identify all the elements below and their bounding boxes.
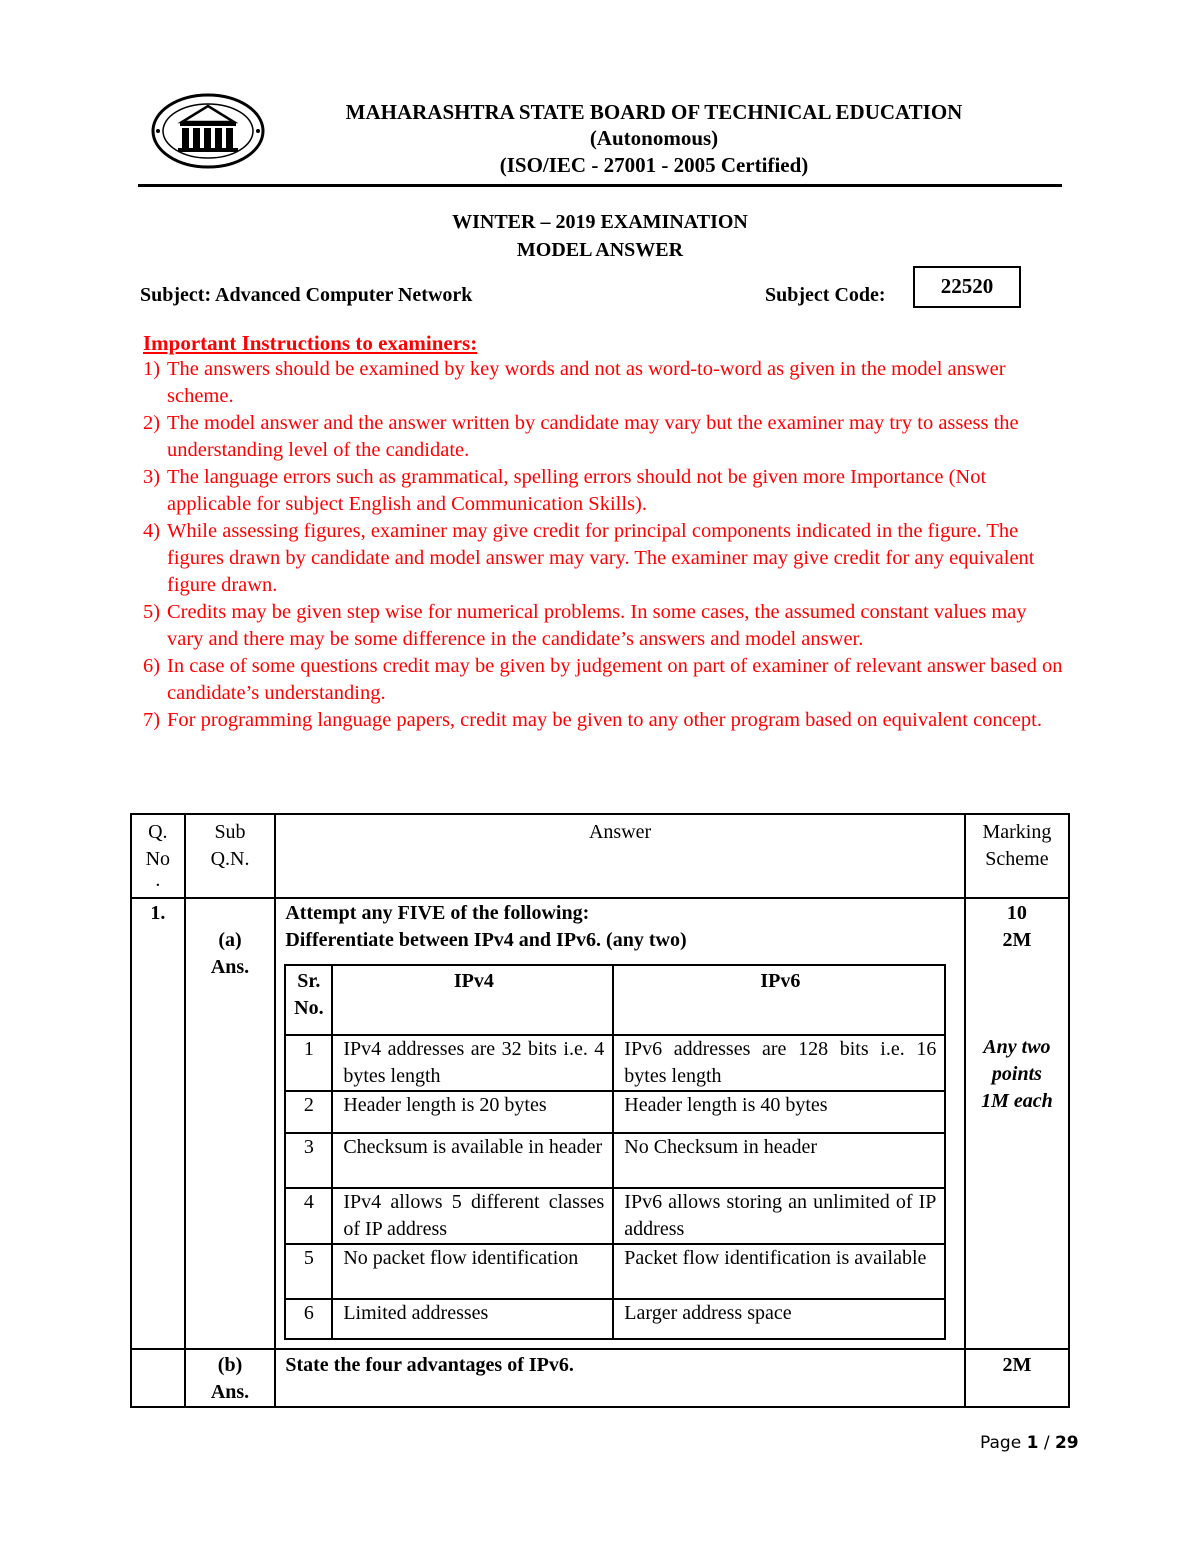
subject-name: Subject: Advanced Computer Network — [140, 284, 473, 306]
table-row — [285, 1035, 945, 1091]
sr-label-1: Sr. — [297, 970, 321, 992]
instruction-number: 7) — [143, 709, 161, 731]
page-separator: / — [1043, 1433, 1050, 1453]
row-ipv6: Larger address space — [613, 1299, 945, 1339]
org-name: MAHARASHTRA STATE BOARD OF TECHNICAL EDUCATION — [345, 100, 963, 124]
attempt-instruction: Attempt any FIVE of the following: — [285, 902, 590, 924]
sub-q-a-label: (a) — [218, 929, 242, 951]
row-ipv6: IPv6 addresses are 128 bits i.e. 16 bytes length — [613, 1035, 945, 1091]
col-ipv6: IPv6 — [613, 965, 945, 1035]
row-sr: 5 — [285, 1244, 332, 1299]
row-ipv4: IPv4 allows 5 different classes of IP address — [332, 1188, 613, 1244]
sub-q-b — [185, 1349, 276, 1407]
row-ipv4: Header length is 20 bytes — [332, 1091, 613, 1133]
marks-b: 2M — [965, 1349, 1069, 1407]
instructions-title: Important Instructions to examiners: — [143, 331, 478, 355]
instruction-item — [143, 653, 1068, 707]
col-sr-no — [285, 965, 332, 1035]
instruction-text: The answers should be examined by key words and not as word-to-word as given in the model answer scheme. — [167, 358, 1006, 407]
instruction-item — [143, 599, 1068, 653]
answer-cell — [275, 898, 964, 1349]
q-number: 1. — [131, 898, 185, 1349]
subject-code-box: 22520 — [913, 266, 1021, 308]
instruction-item — [143, 410, 1068, 464]
instruction-number: 4) — [143, 520, 161, 542]
sub-label-2: Q.N. — [210, 848, 250, 870]
row-ipv6: Packet flow identification is available — [613, 1244, 945, 1299]
exam-title: WINTER – 2019 EXAMINATION — [452, 211, 748, 233]
marks-a: 2M — [1002, 929, 1032, 951]
row-ipv6: Header length is 40 bytes — [613, 1091, 945, 1133]
instruction-number: 3) — [143, 466, 161, 488]
instruction-text: For programming language papers, credit may be given to any other program based on equivalent concept. — [167, 709, 1042, 731]
ipv4-ipv6-comparison-table — [284, 964, 946, 1340]
table-row — [285, 1188, 945, 1244]
table-row — [285, 1299, 945, 1339]
doc-type: MODEL ANSWER — [516, 239, 684, 261]
instruction-item — [143, 464, 1068, 518]
row-ipv4: IPv4 addresses are 32 bits i.e. 4 bytes length — [332, 1035, 613, 1091]
question-b: State the four advantages of IPv6. — [275, 1349, 964, 1407]
instruction-text: The model answer and the answer written by candidate may vary but the examiner may try to assess the understanding level of the candidate. — [167, 412, 1019, 461]
instruction-text: While assessing figures, examiner may give credit for principal components indicated in the figure. The figures drawn by candidate and model answer may vary. The examiner may give credit for any equivalent figure drawn. — [167, 520, 1035, 596]
page-current: 1 — [1026, 1433, 1039, 1453]
row-sr: 2 — [285, 1091, 332, 1133]
q-no-label-1: Q. — [148, 821, 168, 843]
table-row — [285, 1091, 945, 1133]
col-marking — [965, 814, 1069, 898]
row-sr: 1 — [285, 1035, 332, 1091]
org-certification: (ISO/IEC - 27001 - 2005 Certified) — [499, 153, 809, 177]
row-ipv4: Checksum is available in header — [332, 1133, 613, 1188]
col-ipv4: IPv4 — [332, 965, 613, 1035]
sr-label-2: No. — [294, 997, 324, 1019]
answer-label: Answer — [588, 821, 652, 843]
page-number — [980, 1433, 1079, 1453]
q-number-empty — [131, 1349, 185, 1407]
marks-note-3: 1M each — [981, 1090, 1053, 1112]
row-ipv6: IPv6 allows storing an unlimited of IP address — [613, 1188, 945, 1244]
header-divider — [138, 184, 1062, 187]
instruction-number: 6) — [143, 655, 161, 677]
sub-q-a — [185, 898, 276, 1349]
instruction-text: In case of some questions credit may be given by judgement on part of examiner of relevant answer based on candidate’s understanding. — [167, 655, 1063, 704]
row-ipv4: No packet flow identification — [332, 1244, 613, 1299]
comparison-header-row — [285, 965, 945, 1035]
instruction-item — [143, 518, 1068, 599]
page-total: 29 — [1054, 1433, 1079, 1453]
col-sub-qn — [185, 814, 276, 898]
marking-label-1: Marking — [982, 821, 1052, 843]
instruction-number: 1) — [143, 358, 161, 380]
table-header-row — [131, 814, 1069, 898]
page-label: Page — [980, 1433, 1022, 1453]
marking-label-2: Scheme — [985, 848, 1049, 870]
col-answer — [275, 814, 964, 898]
table-row — [131, 898, 1069, 1349]
org-status: (Autonomous) — [589, 126, 719, 150]
row-sr: 6 — [285, 1299, 332, 1339]
subject-code-label: Subject Code: — [765, 284, 886, 306]
marks-total: 10 — [1006, 902, 1027, 924]
table-row — [285, 1244, 945, 1299]
row-sr: 3 — [285, 1133, 332, 1188]
q-no-label-3: . — [155, 869, 161, 891]
instruction-item — [143, 707, 1068, 734]
marks-cell — [965, 898, 1069, 1349]
ans-label-b: Ans. — [210, 1381, 250, 1403]
ans-label: Ans. — [210, 956, 250, 978]
q-no-label-2: No — [145, 848, 171, 870]
marks-note-1: Any two — [983, 1036, 1051, 1058]
table-row — [131, 1349, 1069, 1407]
answer-table — [130, 813, 1070, 1408]
marks-note-2: points — [991, 1063, 1042, 1085]
row-ipv4: Limited addresses — [332, 1299, 613, 1339]
sub-label-1: Sub — [214, 821, 246, 843]
instructions-block — [143, 330, 1068, 734]
instruction-item — [143, 356, 1068, 410]
instruction-number: 5) — [143, 601, 161, 623]
instruction-text: The language errors such as grammatical, spelling errors should not be given more Importance (Not applicable for subject English and Communication Skills). — [167, 466, 987, 515]
col-q-no — [131, 814, 185, 898]
row-sr: 4 — [285, 1188, 332, 1244]
question-a: Differentiate between IPv4 and IPv6. (any two) — [285, 929, 687, 951]
table-row — [285, 1133, 945, 1188]
row-ipv6: No Checksum in header — [613, 1133, 945, 1188]
instruction-text: Credits may be given step wise for numerical problems. In some cases, the assumed constant values may vary and there may be some difference in the candidate’s answers and model answer. — [167, 601, 1027, 650]
instruction-number: 2) — [143, 412, 161, 434]
sub-q-b-label: (b) — [217, 1354, 243, 1376]
